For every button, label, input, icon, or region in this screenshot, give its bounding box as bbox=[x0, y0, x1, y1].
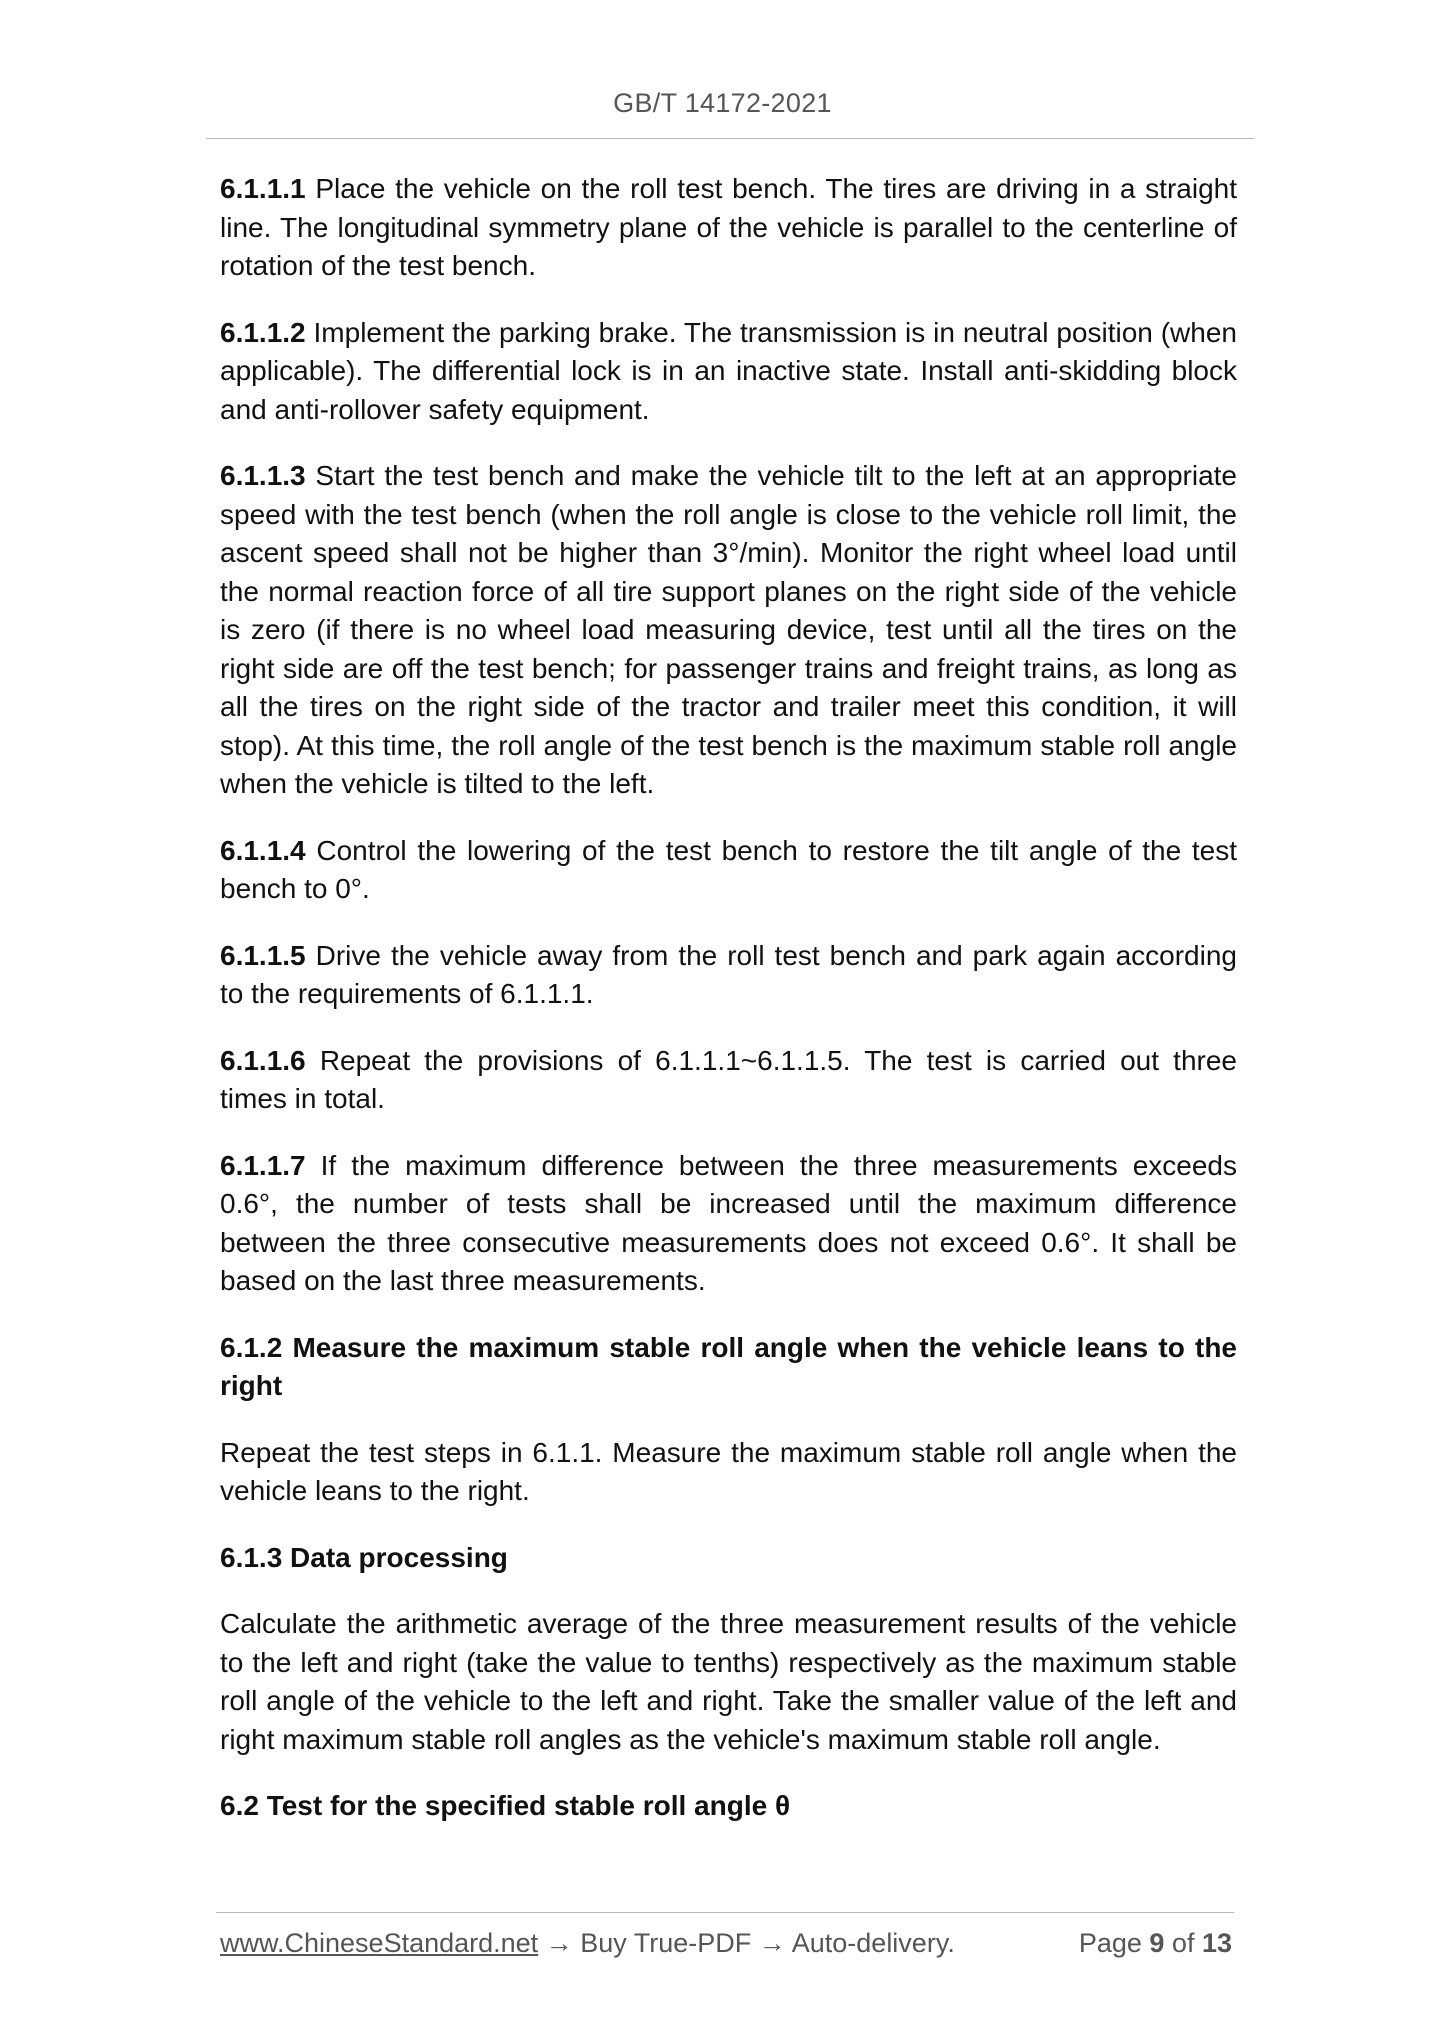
section-heading-6-2: 6.2 Test for the specified stable roll angle θ bbox=[220, 1790, 791, 1821]
clause-number: 6.1.1.1 bbox=[220, 173, 306, 204]
page-label: Page bbox=[1078, 1928, 1150, 1958]
page-total: 13 bbox=[1201, 1928, 1232, 1958]
clause-number: 6.1.1.5 bbox=[220, 939, 306, 971]
clause-number: 6.1.1.7 bbox=[220, 1149, 306, 1181]
clause-text: Start the test bench and make the vehicle tilt to the left at an appropriate speed with the test bench (when the roll angle is close to the vehicle roll limit, the ascent speed shall not be higher than 3°/min). Monitor the right wheel load until the normal reaction force of all tire support planes on the right side of the vehicle is zero (if there is no wheel load measuring device, test until all the tires on the right side are off the test bench; for passenger trains and freight trains, as long as all the tires on the right side of the tractor and trailer meet this condition, it will stop). At this time, the roll angle of the test bench is the maximum stable roll angle when the vehicle is tilted to the left. bbox=[220, 460, 1237, 799]
clause-text: Control the lowering of the test bench to restore the tilt angle of the test bench to 0°. bbox=[220, 834, 1237, 904]
clause-text: Repeat the provisions of 6.1.1.1~6.1.1.5. The test is carried out three times in total. bbox=[220, 1044, 1237, 1114]
clause-number: 6.1.1.2 bbox=[220, 316, 306, 348]
document-body bbox=[220, 170, 1237, 1854]
clause-6-1-1-4 bbox=[220, 832, 1237, 909]
document-id-header: GB/T 14172-2021 bbox=[613, 88, 832, 118]
clause-number: 6.1.1.4 bbox=[220, 834, 306, 866]
section-body-6-1-3: Calculate the arithmetic average of the three measurement results of the vehicle to the left and right (take the value to tenths) respectively as the maximum stable roll angle of the vehicle to the left and right. Take the smaller value of the left and right maximum stable roll angles as the vehicle's maximum stable roll angle. bbox=[220, 1608, 1237, 1755]
clause-6-1-1-2 bbox=[220, 314, 1237, 430]
clause-6-1-1-3 bbox=[220, 457, 1237, 804]
clause-text: If the maximum difference between the three measurements exceeds 0.6°, the number of tests shall be increased until the maximum difference between the three consecutive measurements does not exceed 0.6°. It shall be based on the last three measurements. bbox=[220, 1149, 1237, 1296]
section-body-6-1-2: Repeat the test steps in 6.1.1. Measure the maximum stable roll angle when the vehicle leans to the right. bbox=[220, 1436, 1237, 1506]
clause-text: Implement the parking brake. The transmission is in neutral position (when applicable). The differential lock is in an inactive state. Install anti-skidding block and anti-rollover safety equipment. bbox=[220, 316, 1237, 425]
section-heading-6-1-3: 6.1.3 Data processing bbox=[220, 1541, 508, 1573]
header-divider bbox=[206, 138, 1254, 139]
clause-text: Place the vehicle on the roll test bench. The tires are driving in a straight line. The longitudinal symmetry plane of the vehicle is parallel to the centerline of rotation of the test bench. bbox=[220, 173, 1237, 281]
site-link[interactable]: www.ChineseStandard.net bbox=[220, 1928, 539, 1958]
footer-divider bbox=[216, 1912, 1234, 1913]
of-label: of bbox=[1164, 1928, 1202, 1958]
footer-promo bbox=[220, 1928, 955, 1959]
clause-6-1-1-1 bbox=[220, 170, 1237, 286]
clause-number: 6.1.1.6 bbox=[220, 1044, 306, 1076]
footer-promo-text: → Buy True-PDF → Auto-delivery. bbox=[538, 1928, 955, 1958]
clause-text: Drive the vehicle away from the roll test bench and park again according to the requirements of 6.1.1.1. bbox=[220, 939, 1237, 1009]
clause-6-1-1-7 bbox=[220, 1147, 1237, 1301]
clause-6-1-1-6 bbox=[220, 1042, 1237, 1119]
clause-number: 6.1.1.3 bbox=[220, 460, 306, 491]
clause-6-1-1-5 bbox=[220, 937, 1237, 1014]
section-heading-6-1-2: 6.1.2 Measure the maximum stable roll angle when the vehicle leans to the right bbox=[220, 1331, 1237, 1401]
page-indicator bbox=[1079, 1928, 1232, 1959]
page-number: 9 bbox=[1149, 1928, 1165, 1958]
